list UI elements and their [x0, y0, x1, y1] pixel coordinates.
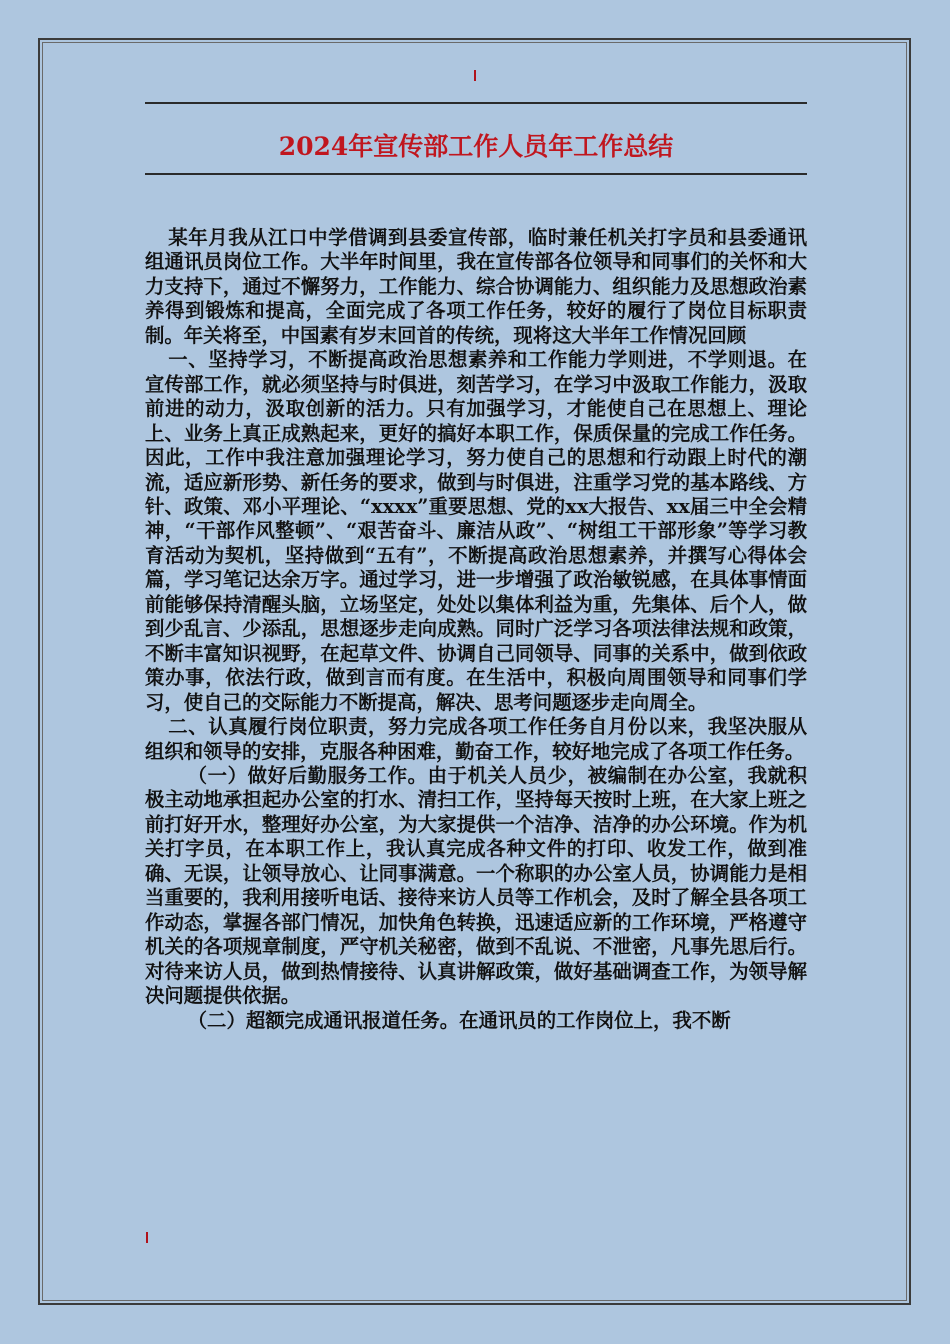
header-rule: [145, 102, 807, 104]
paragraph-section-1: 一、坚持学习，不断提高政治思想素养和工作能力学则进，不学则退。在宣传部工作，就必须坚持与时俱进，刻苦学习，在学习中汲取工作能力，汲取前进的动力，汲取创新的活力。只有加强学习，才能使自己在思想上、理论上、业务上真正成熟起来，更好的搞好本职工作，保质保量的完成工作任务。因此，工作中我注意加强理论学习，努力使自己的思想和行动跟上时代的潮流，适应新形势、新任务的要求，做到与时俱进，注重学习党的基本路线、方针、政策、邓小平理论、“xxxx”重要思想、党的xx大报告、xx届三中全会精神，“干部作风整顿”、“艰苦奋斗、廉洁从政”、“树组工干部形象”等学习教育活动为契机，坚持做到“五有”，不断提高政治思想素养，并撰写心得体会篇，学习笔记达余万字。通过学习，进一步增强了政治敏锐感，在具体事情面前能够保持清醒头脑，立场坚定，处处以集体利益为重，先集体、后个人，做到少乱言、少添乱，思想逐步走向成熟。同时广泛学习各项法律法规和政策，不断丰富知识视野，在起草文件、协调自己同领导、同事的关系中，做到依政策办事，依法行政，做到言而有度。在生活中，积极向周围领导和同事们学习，使自己的交际能力不断提高，解决、思考问题逐步走向周全。: [145, 348, 807, 714]
title-underline: [145, 173, 807, 175]
document-body: [145, 226, 807, 1033]
paragraph-intro: 某年月我从江口中学借调到县委宣传部，临时兼任机关打字员和县委通讯组通讯员岗位工作。大半年时间里，我在宣传部各位领导和同事们的关怀和大力支持下，通过不懈努力，工作能力、综合协调能力、组织能力及思想政治素养得到锻炼和提高，全面完成了各项工作任务，较好的履行了岗位目标职责制。年关将至，中国素有岁末回首的传统，现将这大半年工作情况回顾: [145, 226, 807, 347]
document-title: 2024年宣传部工作人员年工作总结: [278, 132, 674, 161]
paragraph-subsection-2: （二）超额完成通讯报道任务。在通讯员的工作岗位上，我不断: [187, 1008, 731, 1032]
paragraph-subsection-1: （一）做好后勤服务工作。由于机关人员少，被编制在办公室，我就积极主动地承担起办公室的打水、清扫工作，坚持每天按时上班，在大家上班之前打好开水，整理好办公室，为大家提供一个洁净、洁净的办公环境。作为机关打字员，在本职工作上，我认真完成各种文件的打印、收发工作，做到准确、无误，让领导放心、让同事满意。一个称职的办公室人员，协调能力是相当重要的，我利用接听电话、接待来访人员等工作机会，及时了解全县各项工作动态，掌握各部门情况，加快角色转换，迅速适应新的工作环境，严格遵守机关的各项规章制度，严守机关秘密，做到不乱说、不泄密，凡事先思后行。对待来访人员，做到热情接待、认真讲解政策，做好基础调查工作，为领导解决问题提供依据。: [145, 763, 807, 1008]
footer-marker: [146, 1232, 148, 1243]
header-marker: [474, 70, 476, 81]
paragraph-section-2: 二、认真履行岗位职责，努力完成各项工作任务自月份以来，我坚决服从组织和领导的安排，克服各种困难，勤奋工作，较好地完成了各项工作任务。: [145, 715, 807, 763]
